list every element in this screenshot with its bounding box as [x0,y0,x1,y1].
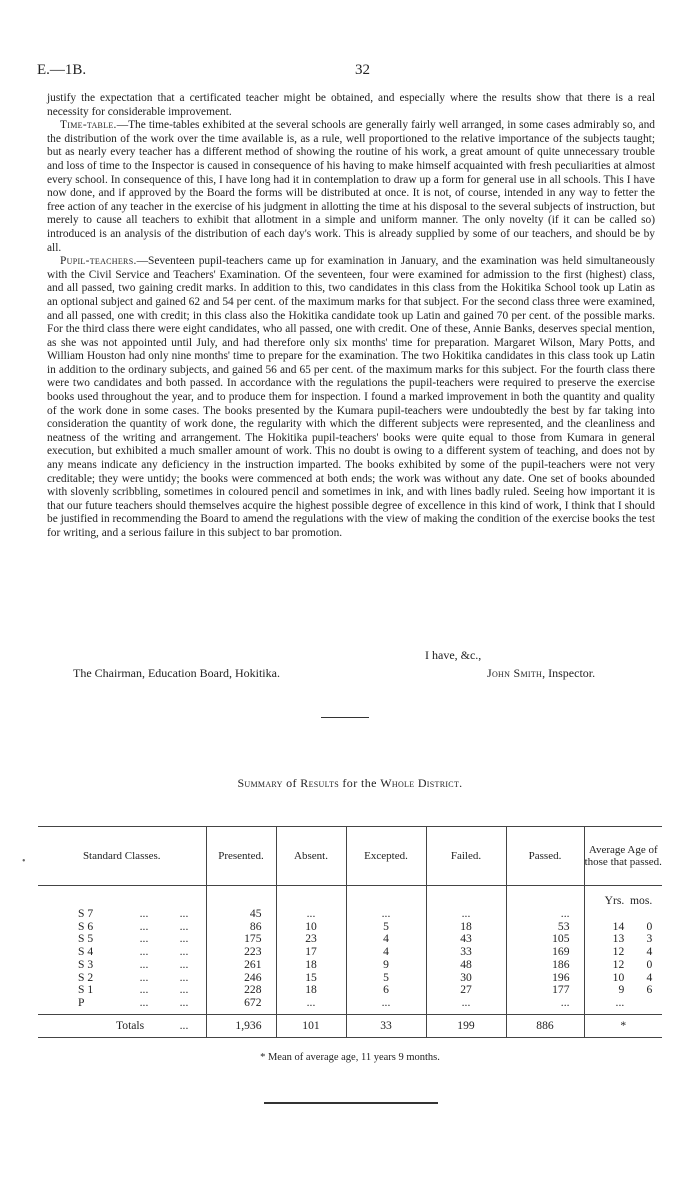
failed-cell: ... [426,997,506,1010]
totals-absent-cell: 101 [276,1014,346,1037]
table-cell [506,886,584,909]
column-header-absent: Absent. [276,827,346,886]
document-reference: E.—1B. [37,62,87,78]
table-caption [0,776,700,791]
absent-cell: 18 [276,959,346,972]
table-footnote: * Mean of average age, 11 years 9 months. [260,1052,440,1063]
summary-results-table [38,826,662,1038]
leader-dots: ... [179,907,189,920]
years-unit: Yrs. [604,894,625,908]
page-number: 32 [355,62,370,78]
table-row [38,946,662,959]
section-divider [321,717,369,718]
passed-cell: 105 [506,933,584,946]
table-row [38,997,662,1010]
class-label: S 1 [78,983,94,997]
leader-dots: ... [179,970,189,984]
average-age-cell [584,946,662,959]
failed-cell: 33 [426,946,506,959]
caption-part: Whole [380,776,415,790]
presented-cell: 672 [206,997,276,1010]
failed-cell: ... [426,908,506,921]
excepted-cell: 4 [346,933,426,946]
age-units-cell [584,886,662,909]
failed-cell: 30 [426,972,506,985]
totals-avg-cell: * [584,1014,662,1037]
excepted-cell: ... [346,997,426,1010]
paragraph-continuation: justify the expectation that a certificated teacher might be obtained, and especially where the results show that there is a real necessity for considerable improvement. [47,92,655,118]
passed-cell: 53 [506,921,584,934]
addressee: The Chairman, Education Board, Hokitika. [73,666,280,680]
age-months: 6 [646,983,653,997]
average-age-cell [584,997,662,1010]
absent-cell: ... [276,908,346,921]
leader-dots: ... [139,995,149,1009]
excepted-cell: 6 [346,984,426,997]
months-unit: mos. [630,894,653,908]
class-cell [38,997,206,1010]
table-cell [206,886,276,909]
signature [487,666,595,681]
column-header-average-age: Average Age of those that passed. [584,827,662,886]
leader-dots: ... [179,919,189,933]
passed-cell: 177 [506,984,584,997]
totals-label: Totals [116,1018,145,1032]
failed-cell: 18 [426,921,506,934]
end-rule [264,1102,438,1104]
presented-cell: 45 [206,908,276,921]
presented-cell: 175 [206,933,276,946]
totals-excepted-cell: 33 [346,1014,426,1037]
table-cell [276,886,346,909]
section-heading-pupil-teachers: Pupil-teachers. [60,255,137,268]
units-row [38,886,662,909]
failed-cell: 48 [426,959,506,972]
passed-cell: 169 [506,946,584,959]
excepted-cell: 4 [346,946,426,959]
presented-cell: 261 [206,959,276,972]
average-age-cell [584,959,662,972]
absent-cell: 15 [276,972,346,985]
class-cell [38,946,206,959]
age-years: 9 [618,983,625,997]
leader-dots: ... [139,932,149,946]
leader-dots: ... [179,995,189,1009]
age-months: 0 [646,919,653,933]
signer-name: John Smith [487,666,543,680]
table-row [38,908,662,921]
class-cell [38,959,206,972]
presented-cell: 223 [206,946,276,959]
caption-part: Results [300,776,340,790]
table-cell [426,886,506,909]
absent-cell: 23 [276,933,346,946]
age-years: 12 [612,957,625,971]
column-header-classes: Standard Classes. [38,827,206,886]
page-header [37,62,663,86]
column-header-failed: Failed. [426,827,506,886]
leader-dots: ... [139,919,149,933]
passed-cell: 186 [506,959,584,972]
leader-dots: ... [139,983,149,997]
leader-dots: ... [179,983,189,997]
paragraph-time-table [47,119,655,255]
table-cell [346,886,426,909]
totals-presented-cell: 1,936 [206,1014,276,1037]
paragraph-time-table-text: —The time-tables exhibited at the several schools are generally fairly well arranged, in some cases admirably so, and the distribution of the work over the time available is, as a rule, well proportioned to the relative importance of the subjects taught; but as nearly every teacher has a different method of showing the routine of his work, a great amount of quite unnecessary trouble and loss of time to the Inspector is caused in consequence of his having to make himself acquainted with fresh peculiarities at almost every school. In consequence of this, I have long had it in contemplation to draw up a form for general use in all schools. This I have now done, and if approved by the Board the forms will be distributed at once. It is not, of course, intended in any way to fetter the free action of any teacher in the exercise of his judgment in allotting the time at his disposal to the several subjects of instruction, but merely to cause all teachers to exhibit that allotment in a simple and uniform manner. The only novelty (if it can be called so) introduced is an analysis of the distribution of each day's work. This is already supplied by some of our teachers, and should be by all. [47,119,655,254]
letter-signoff [47,648,655,688]
caption-part: of [282,776,301,790]
class-cell [38,908,206,921]
caption-part: for the [339,776,381,790]
passed-cell: ... [506,908,584,921]
age-years: 14 [612,919,625,933]
signer-title: , Inspector. [542,666,596,680]
excepted-cell: ... [346,908,426,921]
class-label: S 5 [78,932,94,946]
caption-part: . [459,776,463,790]
column-header-presented: Presented. [206,827,276,886]
age-years: ... [615,995,625,1009]
age-months: 0 [646,957,653,971]
absent-cell: ... [276,997,346,1010]
margin-mark: • [22,856,26,867]
paragraph-pupil-teachers [47,255,655,540]
absent-cell: 18 [276,984,346,997]
age-years: 13 [612,932,625,946]
totals-row [38,1014,662,1037]
passed-cell: 196 [506,972,584,985]
failed-cell: 43 [426,933,506,946]
totals-label-cell [38,1014,206,1037]
presented-cell: 228 [206,984,276,997]
class-label: S 3 [78,957,94,971]
age-months: 4 [646,945,653,959]
leader-dots: ... [179,1018,189,1032]
excepted-cell: 9 [346,959,426,972]
leader-dots: ... [139,957,149,971]
presented-cell: 246 [206,972,276,985]
absent-cell: 10 [276,921,346,934]
class-label: S 2 [78,970,94,984]
leader-dots: ... [179,945,189,959]
excepted-cell: 5 [346,921,426,934]
table-header-row [38,827,662,886]
paragraph-pupil-teachers-text: —Seventeen pupil-teachers came up for examination in January, and the examination was held simultaneously with the Civil Service and Teachers' Examination. Of the seventeen, four were examined for admission to the first (highest) class, and all passed, two gaining credit marks. In addition to this, two candidates in this class from the Hokitika School took up Latin as an optional subject and gained 62 and 54 per cent. of the maximum marks for that subject. For the second class three were examined, and all passed, one with credit; in this class also the Hokitika candidate took up Latin and gained 70 per cent. of the possible marks. For the third class there were eight candidates, who all passed, one with credit. One of these, Annie Banks, deserves special mention, as she was not appointed until July, and had therefore only six months' time for preparation. Margaret Wilson, Mary Potts, and William Houston had only nine months' time to prepare for the examination. The two Hokitika candidates in this class took up Latin in addition to the ordinary subjects, and gained 56 and 65 per cent. of the maximum marks for this subject. For the fourth class there were two candidates and both passed. In accordance with the regulations the pupil-teachers were required to preserve the exercise books used throughout the year, and to produce them for inspection. I found a marked improvement in both the quantity and quality of the work done in some cases. The books presented by the Kumara pupil-teachers were undoubtedly the best by far taking into consideration the quantity of work done, the regularity with which the different subjects were represented, and the cleanliness and neatness of the writing and arrangement. The Hokitika pupil-teachers' books were quite equal to those from Kumara in general execution, but exhibited a much smaller amount of work. This no doubt is owing to a different system of teaching, and does not by any means indicate any deficiency in the instruction imparted. The books exhibited by some of the pupil-teachers were not very creditable; they were untidy; the books were commenced at both ends; the work was without any date. One set of books abounded with slovenly scribbling, sometimes in coloured pencil and sometimes in ink, and with lines badly ruled. Seeing how important it is that our future teachers should themselves acquire the highest possible degree of excellence in this kind of work, I think that I should be justified in recommending the Board to amend the regulations with the view of making the condition of the exercise books the test for writing, and a serious failure in this subject to bar promotion. [47,255,655,539]
caption-part: Summary [237,776,283,790]
leader-dots: ... [179,932,189,946]
section-heading-time-table: Time-table. [60,119,117,132]
table-cell [38,886,206,909]
age-years: 10 [612,970,625,984]
report-body [47,92,655,541]
excepted-cell: 5 [346,972,426,985]
class-label: S 6 [78,919,94,933]
presented-cell: 86 [206,921,276,934]
caption-part: District [417,776,460,790]
totals-passed-cell: 886 [506,1014,584,1037]
table-row [38,959,662,972]
column-header-excepted: Excepted. [346,827,426,886]
leader-dots: ... [139,945,149,959]
passed-cell: ... [506,997,584,1010]
class-label: P [78,995,85,1009]
failed-cell: 27 [426,984,506,997]
class-label: S 7 [78,907,94,920]
table-body [38,886,662,1038]
age-months: 4 [646,970,653,984]
totals-failed-cell: 199 [426,1014,506,1037]
column-header-passed: Passed. [506,827,584,886]
leader-dots: ... [139,970,149,984]
class-label: S 4 [78,945,94,959]
average-age-cell [584,908,662,921]
leader-dots: ... [179,957,189,971]
absent-cell: 17 [276,946,346,959]
age-years: 12 [612,945,625,959]
leader-dots: ... [139,907,149,920]
age-months: 3 [646,932,653,946]
salutation: I have, &c., [425,648,482,662]
